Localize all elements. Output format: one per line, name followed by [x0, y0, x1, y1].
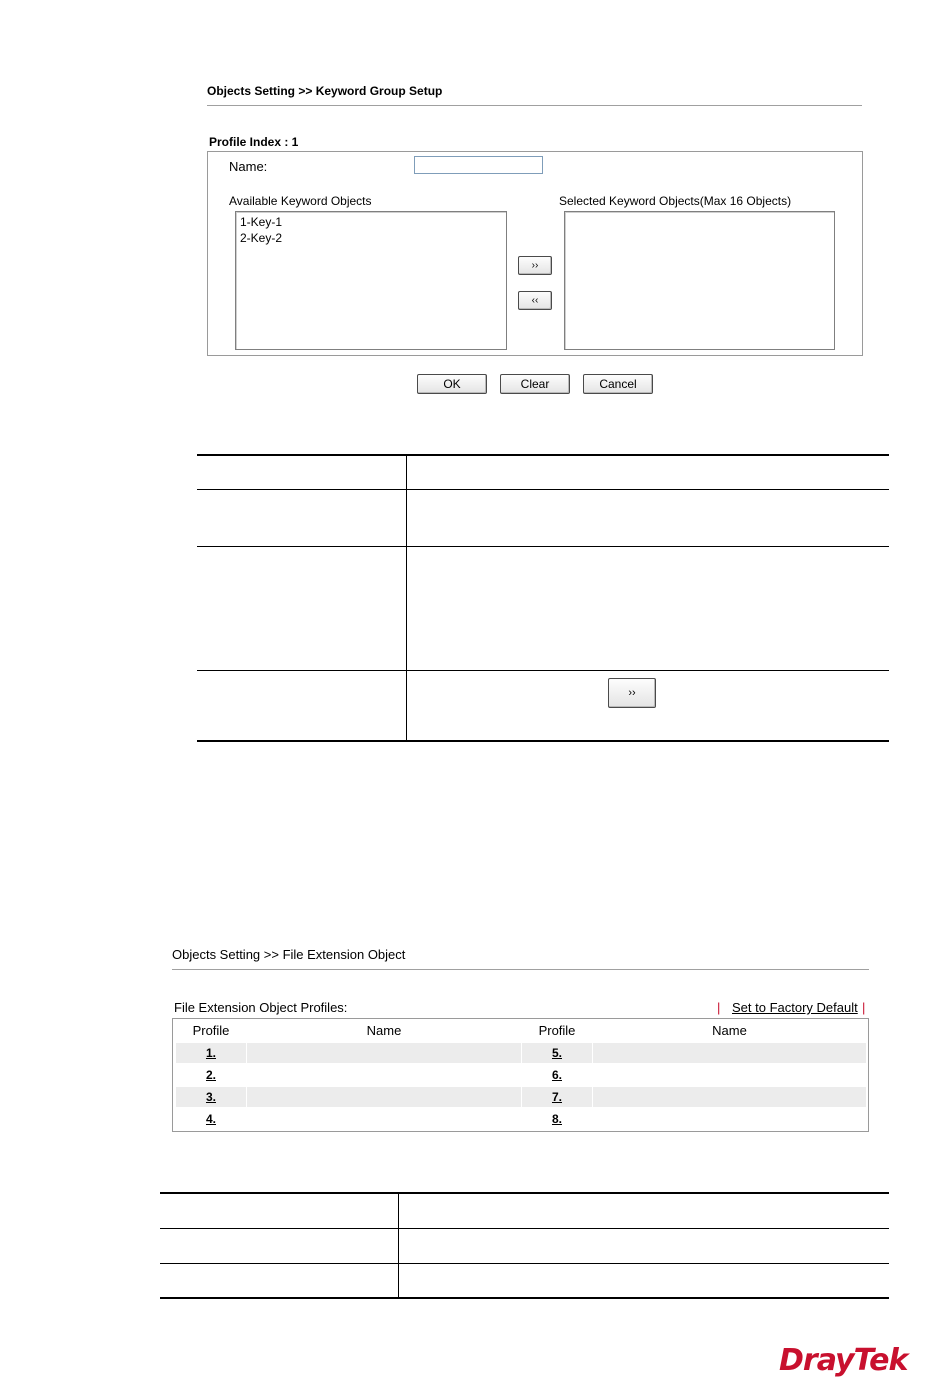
- ok-button[interactable]: OK: [417, 374, 487, 394]
- selected-keyword-list[interactable]: [564, 211, 835, 350]
- profile-name-cell: [593, 1087, 866, 1107]
- profile-link-7[interactable]: 7.: [522, 1087, 592, 1107]
- title-divider: [172, 969, 869, 970]
- profile-name-cell: [593, 1043, 866, 1063]
- separator: |: [717, 1000, 721, 1015]
- draytek-logo: DrayTek: [779, 1343, 908, 1378]
- breadcrumb-file-extension: Objects Setting >> File Extension Object: [172, 947, 406, 962]
- profile-link-6[interactable]: 6.: [551, 1068, 562, 1082]
- table-row-rule: [160, 1263, 889, 1264]
- table-row-rule: [197, 546, 889, 547]
- profile-link-5[interactable]: 5.: [522, 1043, 592, 1063]
- remove-keyword-button[interactable]: ‹‹: [518, 291, 552, 310]
- keyword-group-form: [207, 151, 863, 356]
- table-top-rule: [160, 1192, 889, 1194]
- table-row-rule: [160, 1228, 889, 1229]
- profile-link-3[interactable]: 3.: [176, 1087, 246, 1107]
- profile-index-label: Profile Index : 1: [209, 135, 299, 149]
- table-bottom-rule: [197, 740, 889, 742]
- breadcrumb-keyword-group: Objects Setting >> Keyword Group Setup: [207, 84, 443, 98]
- profile-name-cell: [593, 1109, 866, 1129]
- available-keyword-list[interactable]: [235, 211, 507, 350]
- table-row-rule: [197, 489, 889, 490]
- clear-button[interactable]: Clear: [500, 374, 570, 394]
- column-header-profile: Profile: [538, 1023, 576, 1038]
- profile-link-4[interactable]: 4.: [205, 1112, 216, 1126]
- list-item[interactable]: 1-Key-1: [240, 215, 283, 229]
- column-header-name: Name: [366, 1023, 402, 1038]
- profile-name-cell: [593, 1065, 866, 1085]
- profile-link-2[interactable]: 2.: [205, 1068, 216, 1082]
- column-header-profile: Profile: [192, 1023, 230, 1038]
- profile-name-cell: [247, 1087, 521, 1107]
- name-label: Name:: [229, 159, 268, 174]
- table-top-rule: [197, 454, 889, 456]
- table-row-rule: [197, 670, 889, 671]
- title-divider: [207, 105, 862, 106]
- list-item[interactable]: 2-Key-2: [240, 231, 283, 245]
- file-extension-profiles-table: [172, 1018, 869, 1132]
- available-keyword-objects-label: Available Keyword Objects: [229, 194, 372, 208]
- set-to-factory-default-link[interactable]: Set to Factory Default: [732, 1000, 858, 1015]
- file-extension-profiles-label: File Extension Object Profiles:: [174, 1000, 348, 1015]
- profile-link-8[interactable]: 8.: [551, 1112, 562, 1126]
- selected-keyword-objects-label: Selected Keyword Objects(Max 16 Objects): [559, 194, 792, 208]
- profile-name-cell: [247, 1065, 521, 1085]
- separator: |: [862, 1000, 866, 1015]
- table-column-divider: [406, 455, 407, 741]
- cancel-button[interactable]: Cancel: [583, 374, 653, 394]
- add-keyword-button-illustration[interactable]: ››: [608, 678, 656, 708]
- profile-name-cell: [247, 1109, 521, 1129]
- column-header-name: Name: [712, 1023, 747, 1038]
- profile-name-cell: [247, 1043, 521, 1063]
- profile-link-1[interactable]: 1.: [176, 1043, 246, 1063]
- table-column-divider: [398, 1193, 399, 1298]
- name-input[interactable]: [414, 156, 543, 174]
- add-keyword-button[interactable]: ››: [518, 256, 552, 275]
- table-bottom-rule: [160, 1297, 889, 1299]
